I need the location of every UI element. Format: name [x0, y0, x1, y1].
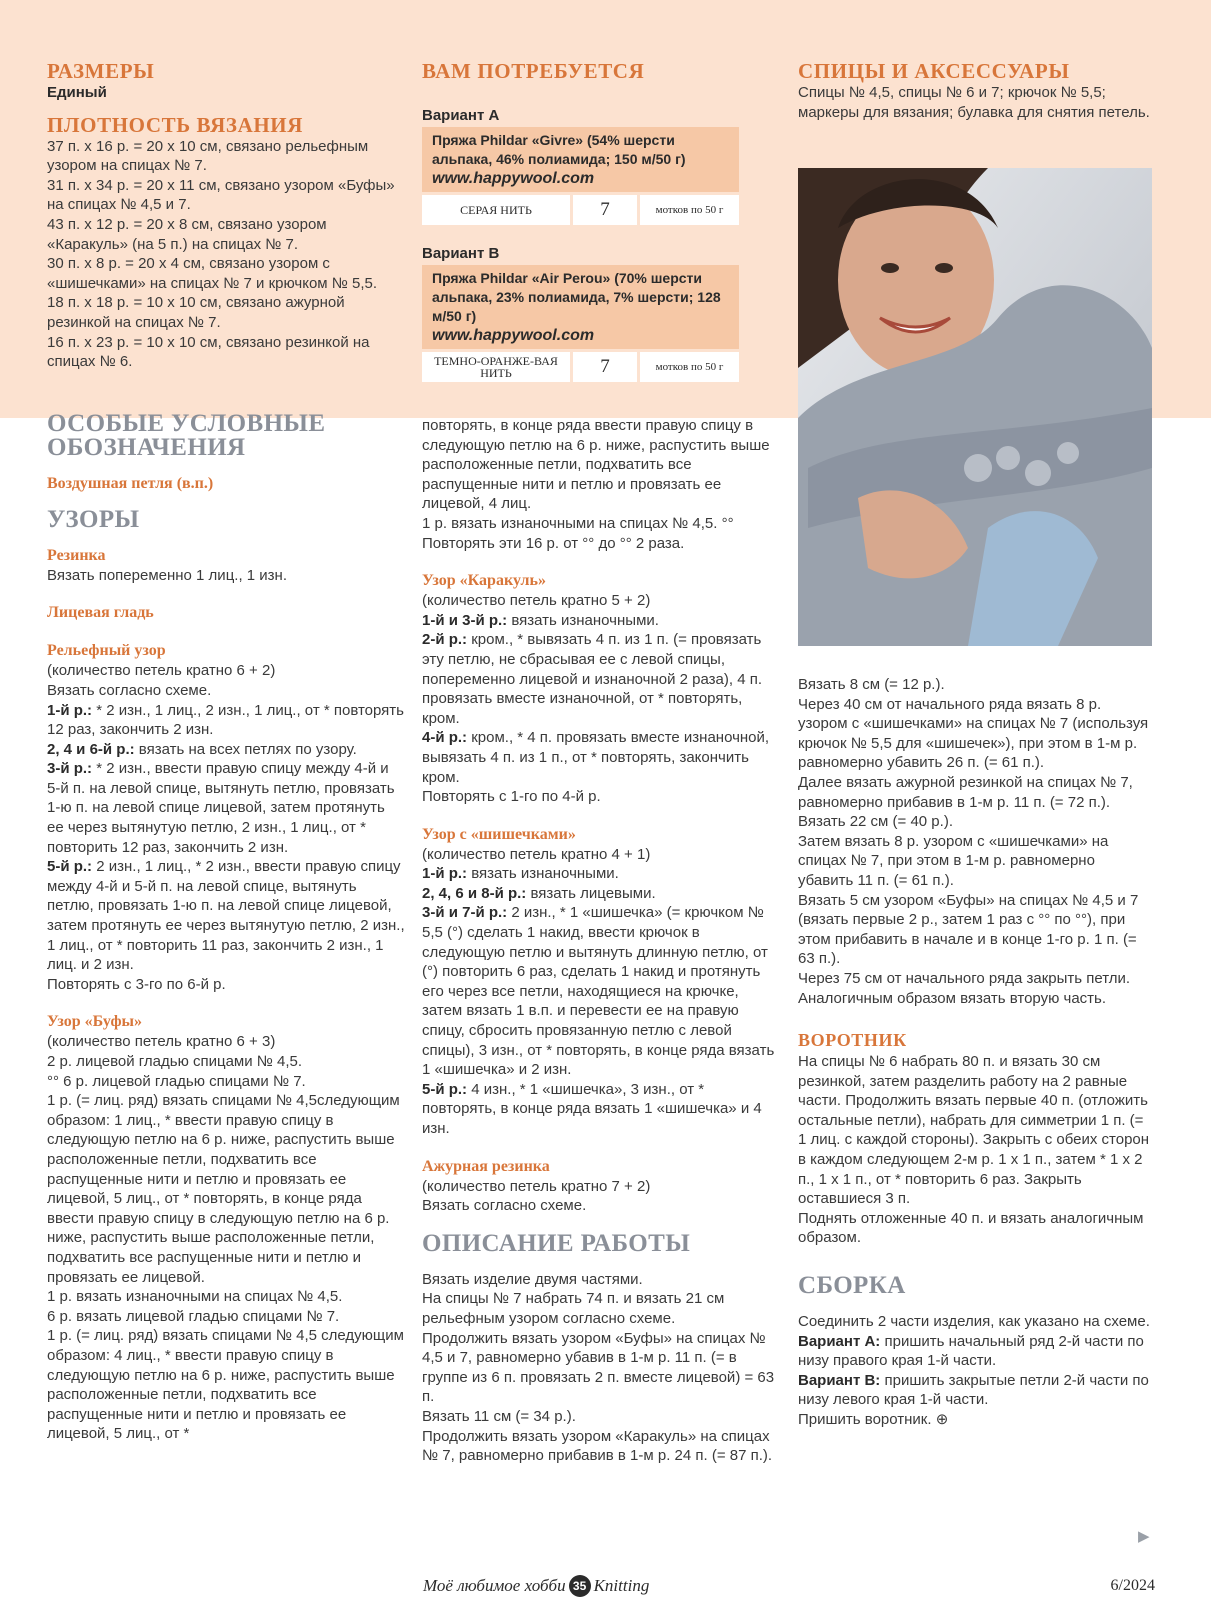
variant-b-color: ТЕМНО-ОРАНЖЕ-ВАЯ НИТЬ: [422, 352, 570, 382]
relief-row-5-label: 5-й р.:: [47, 858, 93, 876]
gauge-heading: ПЛОТНОСТЬ ВЯЗАНИЯ: [47, 112, 303, 137]
work-description-heading: ОПИСАНИЕ РАБОТЫ: [422, 1229, 691, 1257]
column-2: [422, 59, 780, 1466]
bobble-row-3-label: 3-й и 7-й р.:: [422, 904, 508, 922]
relief-heading: Рельефный узор: [47, 642, 166, 660]
work-description-text: Вязать изделие двумя частями. На спицы № 7 набрать 74 п. и вязать 21 см рельефным узором согласно схеме. Продолжить вязать узором «Буфы» на спицах № 4,5 и 7, равномерно убавив в 1-м р. 11 п. (= в группе из 6 п. провязать 2 п. вместе лицевой) = 63 п. Вязать 11 см (= 34 р.). Продолжить вязать узором «Каракуль» на спицах № 7, равномерно прибавив в 1-м р. 24 п. (= 87 п.).: [422, 1270, 775, 1465]
relief-row-3-label: 3-й р.:: [47, 760, 93, 778]
tools-heading: СПИЦЫ И АКСЕССУАРЫ: [798, 59, 1070, 83]
assembly-variant-b-text: пришить закрытые петли 2-й части по низу левого края 1-й части.: [798, 1371, 1149, 1409]
collar-text: На спицы № 6 набрать 80 п. и вязать 30 см резинкой, затем разделить работу на 2 равные части. Продолжить вязать первые 40 п. (отложить остальные петли), набрать для симметрии 1 п. (= 1 лиц. с каждой стороны). Закрыть с обеих сторон в каждом следующем 2-м р. 1 х 1 п., затем * 1 х 2 п., 1 х 1 п., от * повторить 6 раз. Закрыть оставшиеся 3 п. Поднять отложенные 40 п. и вязать аналогичным образом.: [798, 1053, 1150, 1247]
bobble-intro: (количество петель кратно 4 + 1): [422, 845, 651, 863]
bufy-continuation: повторять, в конце ряда ввести правую спицу в следующую петлю на 6 р. ниже, распустить выше расположенные петли, подхватить все распущенные нити и петлю и провязать ее лицевой, 4 лиц. 1 р. вязать изнаночными на спицах № 4,5. °° Повторять эти 16 р. от °° до °° 2 раза.: [422, 417, 770, 552]
bobble-row-2: [422, 884, 780, 904]
bobble-row-2-label: 2, 4, 6 и 8-й р.:: [422, 884, 527, 902]
gauge-text: 37 п. х 16 р. = 20 х 10 см, связано рельефным узором на спицах № 7. 31 п. х 34 р. = 20 х 11 см, связано узором «Буфы» на спицах № 4,5 и 7. 43 п. х 12 р. = 20 х 8 см, связано узором «Каракуль» (на 5 п.) на спицах № 7. 30 п. х 8 р. = 20 х 4 см, связано узором с «шишечками» на спицах № 7 и крючком № 5,5. 18 п. х 18 р. = 10 х 10 см, связано ажурной резинкой на спицах № 7. 16 п. х 23 р. = 10 х 10 см, связано резинкой на спицах № 6.: [47, 137, 395, 371]
bobble-row-5-text: 4 изн., * 1 «шишечка», 3 изн., от * повторять, в конце ряда вязать 1 «шишечка» и 4 изн.: [422, 1080, 762, 1137]
bobble-heading: Узор с «шишечками»: [422, 825, 576, 843]
variant-b-unit: мотков по 50 г: [640, 352, 739, 382]
materials-heading: ВАМ ПОТРЕБУЕТСЯ: [422, 59, 645, 83]
model-photo-illustration: [798, 168, 1152, 646]
bobble-row-3: [422, 903, 780, 1079]
bobble-row-1-text: вязать изнаночными.: [467, 865, 619, 883]
variant-b-label: Вариант В: [422, 245, 500, 262]
relief-repeat: Повторять с 3-го по 6-й р.: [47, 975, 226, 993]
variant-b-yarn-box: [422, 265, 739, 349]
footer-magazine-name: Моё любимое хобби: [423, 1576, 566, 1595]
assembly-end-text: Пришить воротник.: [798, 1411, 932, 1428]
assembly-heading: СБОРКА: [798, 1272, 906, 1300]
assembly-text: Соединить 2 части изделия, как указано на схеме.: [798, 1313, 1150, 1331]
variant-a-quantity-row: [422, 195, 780, 225]
karakul-repeat: Повторять с 1-го по 4-й р.: [422, 788, 601, 806]
tools-text: Спицы № 4,5, спицы № 6 и 7; крючок № 5,5; маркеры для вязания; булавка для снятия петель.: [798, 84, 1150, 121]
variant-a-label: Вариант А: [422, 107, 500, 124]
variant-a-color: СЕРАЯ НИТЬ: [422, 195, 570, 225]
relief-row-5: [47, 857, 405, 975]
bobble-row-1-label: 1-й р.:: [422, 865, 468, 883]
relief-row-2: [47, 740, 405, 760]
assembly-variant-b-label: Вариант В:: [798, 1371, 881, 1389]
special-symbols-heading: ОСОБЫЕ УСЛОВНЫЕ ОБОЗНАЧЕНИЯ: [47, 409, 326, 461]
karakul-row-2-label: 2-й р.:: [422, 631, 468, 649]
sizes-heading: РАЗМЕРЫ: [47, 59, 155, 83]
collar-heading: ВОРОТНИК: [798, 1030, 907, 1051]
column-3-body: [798, 675, 1153, 1430]
bufy-text: (количество петель кратно 6 + 3) 2 р. лицевой гладью спицами № 4,5. °° 6 р. лицевой гладью спицами № 7. 1 р. (= лиц. ряд) вязать спицами № 4,5следующим образом: 1 лиц., * ввести правую спицу в следующую петлю на 6 р. ниже, распустить выше расположенные петли, подхватить все распущенные нити и петлю и провязать ее лицевой, 5 лиц., от * повторять, в конце ряда ввести правую спицу в следующую петлю на 6 р. ниже, распустить выше расположенные петли, подхватить все распущенные нити и петлю и провязать ее лицевой. 1 р. вязать изнаночными на спицах № 4,5. 6 р. вязать лицевой гладью спицами № 7. 1 р. (= лиц. ряд) вязать спицами № 4,5 следующим образом: 4 лиц., * ввести правую спицу в следующую петлю на 6 р. ниже, распустить выше расположенные петли, подхватить все распущенные нити и петлю и провязать ее лицевой, 5 лиц., от *: [47, 1033, 404, 1443]
variant-a-unit: мотков по 50 г: [640, 195, 739, 225]
lace-rib-heading: Ажурная резинка: [422, 1157, 550, 1175]
relief-row-5-text: 2 изн., 1 лиц., * 2 изн., ввести правую спицу между 4-й и 5-й п. на левой спице, вытянуть петлю, провязать 1-ю п. на левой спице лицевой, затем протянуть ее через вытянутую петлю, 2 изн., 1 лиц., от * повторить 11 раз, закончить 2 изн., 1 лиц. и 2 изн.: [47, 858, 405, 974]
bobble-row-5: [422, 1080, 780, 1139]
bobble-row-1: [422, 864, 780, 884]
assembly-variant-a-label: Вариант А:: [798, 1332, 881, 1350]
footer-page-number: 35: [569, 1575, 591, 1597]
column-1: [47, 59, 405, 1444]
relief-row-2-label: 2, 4 и 6-й р.:: [47, 740, 135, 758]
relief-row-1-text: * 2 изн., 1 лиц., 2 изн., 1 лиц., от * повторять 12 раз, закончить 2 изн.: [47, 701, 404, 739]
variant-b-quantity-row: [422, 352, 780, 382]
footer-magazine: [423, 1575, 649, 1597]
bobble-row-3-text: 2 изн., * 1 «шишечка» (= крючком № 5,5 (°) сделать 1 накид, ввести крючок в следующую петлю и вытянуть длинную петлю, от (°) повторить 6 раз, сделать 1 накид и протянуть его через все петли, находящиеся на крючке, затем вязать 1 в.п. и перевести ее на правую спицу, сбросить провязанную петлю с левой спицы), 3 изн., от * повторять, в конце ряда вязать 1 «шишечка» и 2 изн.: [422, 904, 775, 1079]
variant-b-url[interactable]: www.happywool.com: [432, 327, 595, 344]
assembly-variant-a: [798, 1332, 1153, 1371]
karakul-heading: Узор «Каракуль»: [422, 572, 546, 590]
karakul-row-2-text: кром., * вывязать 4 п. из 1 п. (= провязать эту петлю, не сбрасывая ее с левой спицы, попеременно лицевой и изнаночной 2 раза), 4 п. провязать вместе изнаночной, от * повторять, кром.: [422, 631, 763, 727]
variant-b-qty: 7: [573, 352, 637, 382]
bobble-row-5-label: 5-й р.:: [422, 1080, 468, 1098]
bobble-row-2-text: вязать лицевыми.: [526, 884, 656, 902]
patterns-heading: УЗОРЫ: [47, 505, 140, 533]
rib-text: Вязать попеременно 1 лиц., 1 изн.: [47, 566, 287, 584]
assembly-variant-a-text: пришить начальный ряд 2-й части по низу правого края 1-й части.: [798, 1332, 1144, 1370]
lace-rib-text: (количество петель кратно 7 + 2) Вязать согласно схеме.: [422, 1177, 651, 1215]
next-page-arrow-icon: ▶: [1138, 1528, 1150, 1545]
karakul-row-1: [422, 611, 780, 631]
relief-row-3-text: * 2 изн., ввести правую спицу между 4-й и 5-й п. на левой спице, вытянуть петлю, провязать 1-ю п. на левой спице лицевой, затем протянуть ее через вытянутую петлю, 2 изн., 1 лиц., от * повторить 12 раз, закончить 2 изн.: [47, 760, 395, 856]
variant-b-yarn: Пряжа Phildar «Air Perou» (70% шерсти альпака, 23% полиамида, 7% шерсти; 128 м/50 г): [432, 270, 721, 324]
assembly-variant-b: [798, 1371, 1153, 1410]
stockinette-heading: Лицевая гладь: [47, 604, 154, 622]
rib-heading: Резинка: [47, 546, 106, 564]
work-continuation: Вязать 8 см (= 12 р.). Через 40 см от начального ряда вязать 8 р. узором с «шишечками» на спицах № 7 (используя крючок № 5,5 для «шишечек»), при этом в 1-м р. равномерно убавить 26 п. (= 61 п.). Далее вязать ажурной резинкой на спицах № 7, равномерно прибавив в 1-м р. 11 п. (= 72 п.). Вязать 22 см (= 40 р.). Затем вязать 8 р. узором с «шишечками» на спицах № 7, при этом в 1-м р. равномерно убавить 11 п. (= 61 п.). Вязать 5 см узором «Буфы» на спицах № 4,5 и 7 (вязать первые 2 р., затем 1 раз с °° по °°), при этом прибавить в начале и в конце 1-го р. 1 п. (= 63 п.). Через 75 см от начального ряда закрыть петли. Аналогичным образом вязать вторую часть.: [798, 676, 1149, 1007]
variant-a-yarn: Пряжа Phildar «Givre» (54% шерсти альпака, 46% полиамида; 150 м/50 г): [432, 132, 686, 167]
footer-section-name: Knitting: [593, 1576, 650, 1595]
variant-a-url[interactable]: www.happywool.com: [432, 170, 595, 187]
karakul-row-1-text: вязать изнаночными.: [507, 611, 659, 629]
relief-intro: (количество петель кратно 6 + 2) Вязать согласно схеме.: [47, 662, 276, 699]
relief-row-1-label: 1-й р.:: [47, 701, 93, 719]
karakul-row-4-text: кром., * 4 п. провязать вместе изнаночной, вывязать 4 п. из 1 п., от * повторять, закончить кром.: [422, 729, 770, 786]
relief-row-2-text: вязать на всех петлях по узору.: [134, 740, 357, 758]
column-3: [798, 59, 1153, 122]
bufy-heading: Узор «Буфы»: [47, 1013, 143, 1031]
relief-row-1: [47, 701, 405, 740]
variant-a-qty: 7: [573, 195, 637, 225]
footer-issue: 6/2024: [1110, 1577, 1155, 1594]
relief-row-3: [47, 759, 405, 857]
sizes-value: Единый: [47, 84, 107, 101]
karakul-intro: (количество петель кратно 5 + 2): [422, 592, 651, 610]
model-photo: [798, 168, 1152, 646]
variant-a-yarn-box: [422, 127, 739, 192]
special-item-chain-stitch: Воздушная петля (в.п.): [47, 474, 214, 492]
assembly-end: [798, 1410, 1153, 1430]
karakul-row-1-label: 1-й и 3-й р.:: [422, 611, 508, 629]
karakul-row-4: [422, 728, 780, 787]
karakul-row-2: [422, 630, 780, 728]
karakul-row-4-label: 4-й р.:: [422, 729, 468, 747]
end-mark-icon: ⊕: [935, 1411, 949, 1428]
